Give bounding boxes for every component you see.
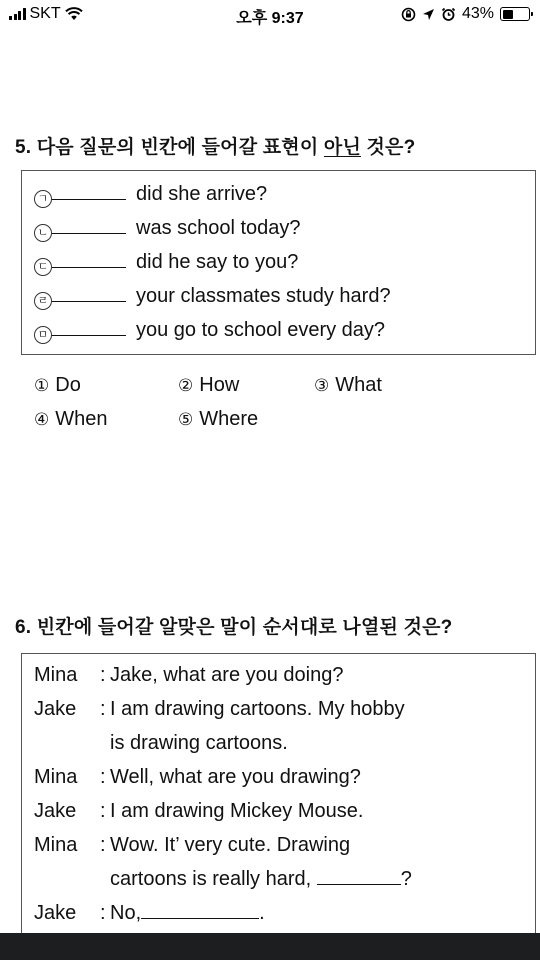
question-5-box [21,170,536,355]
item-marker: ㅁ [34,326,52,344]
q5-title-text: 5. 다음 질문의 빈칸에 들어갈 표현이 [15,137,324,158]
item-marker: ㄷ [34,258,52,276]
bottom-toolbar [0,933,540,960]
q5-item [34,319,385,342]
choice-text: What [335,374,382,396]
q5-title-underlined: 아닌 [323,137,361,158]
choice-5[interactable] [178,408,258,431]
clock: 오후 9:37 [236,10,304,27]
dialogue-text: Jake, what are you doing? [110,664,344,686]
speaker-name: Jake [34,902,77,924]
blank-line [52,230,126,234]
item-text: you go to school every day? [136,319,386,341]
choice-text: When [55,408,108,430]
answer-blank [141,915,259,919]
blank-line [52,332,126,336]
speaker-colon: : [100,800,106,822]
choice-2[interactable] [178,374,239,397]
speaker-name: Mina [34,834,78,856]
q5-item [34,285,391,308]
choice-text: Do [55,374,81,396]
dialogue-tail: . [259,902,265,924]
dialogue-text: I am drawing cartoons. My hobby [110,698,405,720]
speaker-name: Jake [34,698,77,720]
item-text: did he say to you? [136,251,299,273]
blank-line [52,264,126,268]
question-6-title: 6. 빈칸에 들어갈 알맞은 말이 순서대로 나열된 것은? [15,617,453,638]
choice-number: ② [178,376,194,396]
choice-number: ④ [34,410,50,430]
item-marker: ㄹ [34,292,52,310]
item-marker: ㄴ [34,224,52,242]
item-marker: ㄱ [34,190,52,208]
dialogue-text-part: cartoons is really hard, [110,868,312,890]
item-text: was school today? [136,217,301,239]
q5-item [34,251,298,274]
blank-line [52,298,126,302]
speaker-colon: : [100,766,106,788]
dialogue-text: I am drawing Mickey Mouse. [110,800,364,822]
answer-blank [317,881,401,885]
choice-text: Where [199,408,259,430]
q5-item [34,183,267,206]
dialogue-text: Well, what are you drawing? [110,766,361,788]
q5-item [34,217,301,240]
speaker-colon: : [100,698,106,720]
speaker-name: Mina [34,766,78,788]
dialogue-text [110,902,265,925]
dialogue-text [110,868,412,891]
question-5-title [15,132,415,159]
speaker-name: Mina [34,664,78,686]
speaker-colon: : [100,902,106,924]
dialogue-text: is drawing cartoons. [110,732,288,754]
choice-1[interactable] [34,374,81,397]
choice-3[interactable] [314,374,382,397]
dialogue-text: Wow. It’ very cute. Drawing [110,834,351,856]
q5-title-end: 것은? [361,137,416,158]
battery-percent: 43% [461,5,494,22]
speaker-name: Jake [34,800,77,822]
choice-number: ⑤ [178,410,194,430]
question-6-dialogue-box [21,653,536,953]
choice-text: How [199,374,240,396]
item-text: your classmates study hard? [136,285,391,307]
blank-line [52,196,126,200]
choice-4[interactable] [34,408,108,431]
item-text: did she arrive? [136,183,268,205]
choice-number: ③ [314,376,330,396]
dialogue-text-part: No, [110,902,142,924]
choice-number: ① [34,376,50,396]
carrier-label: SKT [29,5,61,22]
dialogue-tail: ? [400,868,412,890]
speaker-colon: : [100,834,106,856]
speaker-colon: : [100,664,106,686]
